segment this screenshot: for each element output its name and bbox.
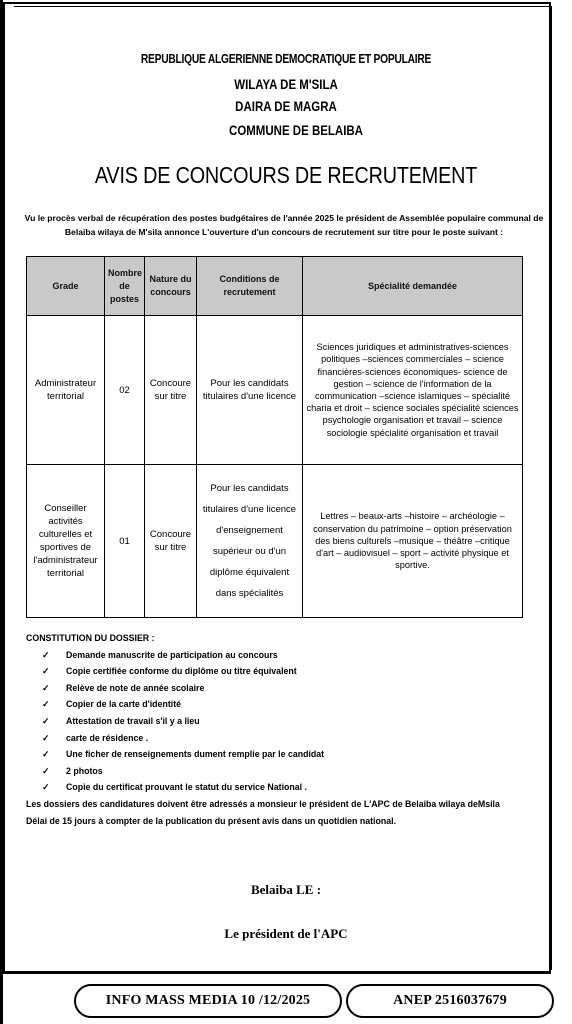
intro-paragraph: Vu le procès verbal de récupération des postes budgétaires de l'année 2025 le président de Assemblée populaire communal de Belaiba wilaya de M'sila annonce L'ouverture d'un concours de recrutement sur titre pour le poste suivant :: [24, 213, 544, 237]
cell-grade: Administrateur territorial: [27, 316, 105, 465]
list-item: [26, 680, 526, 697]
list-item-text: carte de résidence .: [66, 732, 149, 743]
list-item-text: 2 photos: [66, 765, 103, 776]
cell-grade: Conseiller activités culturelles et sportives de l'administrateur territorial: [27, 465, 105, 618]
cell-postes: 01: [105, 465, 145, 618]
signature-place: Belaiba LE :: [250, 882, 322, 897]
check-icon: ✓: [42, 749, 50, 760]
list-item-text: Copier de la carte d'identité: [66, 699, 182, 710]
list-item-text: Une ficher de renseignements dument remplie par le candidat: [66, 749, 325, 760]
cell-nature: Concoure sur titre: [145, 316, 197, 465]
cell-specialite: Sciences juridiques et administratives-sciences politiques –sciences commerciales – science financières-sciences économiques- science de gestion – science de l'information de la communication –science islamiques – spécialité charia et droit – science sociales spécialité sciences psychologie organisation et travail – science sociologie spécialité organisation et travail: [303, 316, 523, 465]
cell-specialite: Lettres – beaux-arts –histoire – archéologie – conservation du patrimoine – option préservation des biens culturels –musique – théâtre –critique d'art – audiovisuel – sport – activité physique et sportive.: [303, 465, 523, 618]
check-icon: ✓: [42, 649, 50, 660]
list-item: [26, 696, 526, 713]
header-wilaya: WILAYA DE M'SILA: [234, 76, 338, 92]
cell-conditions: Pour les candidats titulaires d'une licence: [197, 316, 303, 465]
check-icon: ✓: [42, 699, 50, 710]
list-item: [26, 730, 526, 747]
list-item-text: Relève de note de année scolaire: [66, 682, 205, 693]
check-icon: ✓: [42, 682, 50, 693]
col-header-conditions: Conditions de recrutement: [197, 257, 303, 316]
media-badge: INFO MASS MEDIA 10 /12/2025: [74, 984, 342, 1018]
list-item-text: Copie du certificat prouvant le statut du service National .: [66, 782, 307, 793]
notice-title: AVIS DE CONCOURS DE RECRUTEMENT: [94, 162, 478, 188]
dossier-heading: CONSTITUTION DU DOSSIER :: [26, 633, 155, 643]
list-item: [26, 647, 526, 664]
dossier-footer-address: Les dossiers des candidatures doivent être adressés a monsieur le président de L'APC de Belaiba wilaya deMsila: [26, 798, 500, 809]
check-icon: ✓: [42, 765, 50, 776]
list-item: [26, 663, 526, 680]
cell-postes: 02: [105, 316, 145, 465]
list-item-text: Demande manuscrite de participation au concours: [66, 649, 278, 660]
signature-title: Le président de l'APC: [224, 926, 348, 941]
check-icon: ✓: [42, 715, 50, 726]
col-header-postes: Nombre de postes: [105, 257, 145, 316]
check-icon: ✓: [42, 666, 50, 677]
dossier-footer-deadline: Délai de 15 jours à compter de la publication du présent avis dans un quotidien national.: [26, 815, 397, 826]
list-item-text: Attestation de travail s'il y a lieu: [66, 715, 200, 726]
anep-badge: ANEP 2516037679: [346, 984, 554, 1018]
list-item: [26, 746, 526, 763]
table-header-row: [27, 257, 523, 316]
col-header-grade: Grade: [27, 257, 105, 316]
col-header-nature: Nature du concours: [145, 257, 197, 316]
header-republic: REPUBLIQUE ALGERIENNE DEMOCRATIQUE ET POPULAIRE: [140, 52, 432, 66]
positions-table: [26, 256, 523, 618]
list-item: [26, 713, 526, 730]
check-icon: ✓: [42, 782, 50, 793]
cell-nature: Concoure sur titre: [145, 465, 197, 618]
table-row: [27, 316, 523, 465]
table-row: [27, 465, 523, 618]
list-item: [26, 763, 526, 780]
list-item: [26, 779, 526, 796]
cell-conditions: Pour les candidats titulaires d'une licence d'enseignement supérieur ou d'un diplôme équivalent dans spécialités: [197, 465, 303, 618]
list-item-text: Copie certifiée conforme du diplôme ou titre équivalent: [66, 666, 297, 677]
header-daira: DAIRA DE MAGRA: [235, 98, 337, 114]
col-header-specialite: Spécialité demandée: [303, 257, 523, 316]
check-icon: ✓: [42, 732, 50, 743]
header-commune: COMMUNE DE BELAIBA: [229, 122, 363, 138]
dossier-section: [26, 630, 526, 829]
